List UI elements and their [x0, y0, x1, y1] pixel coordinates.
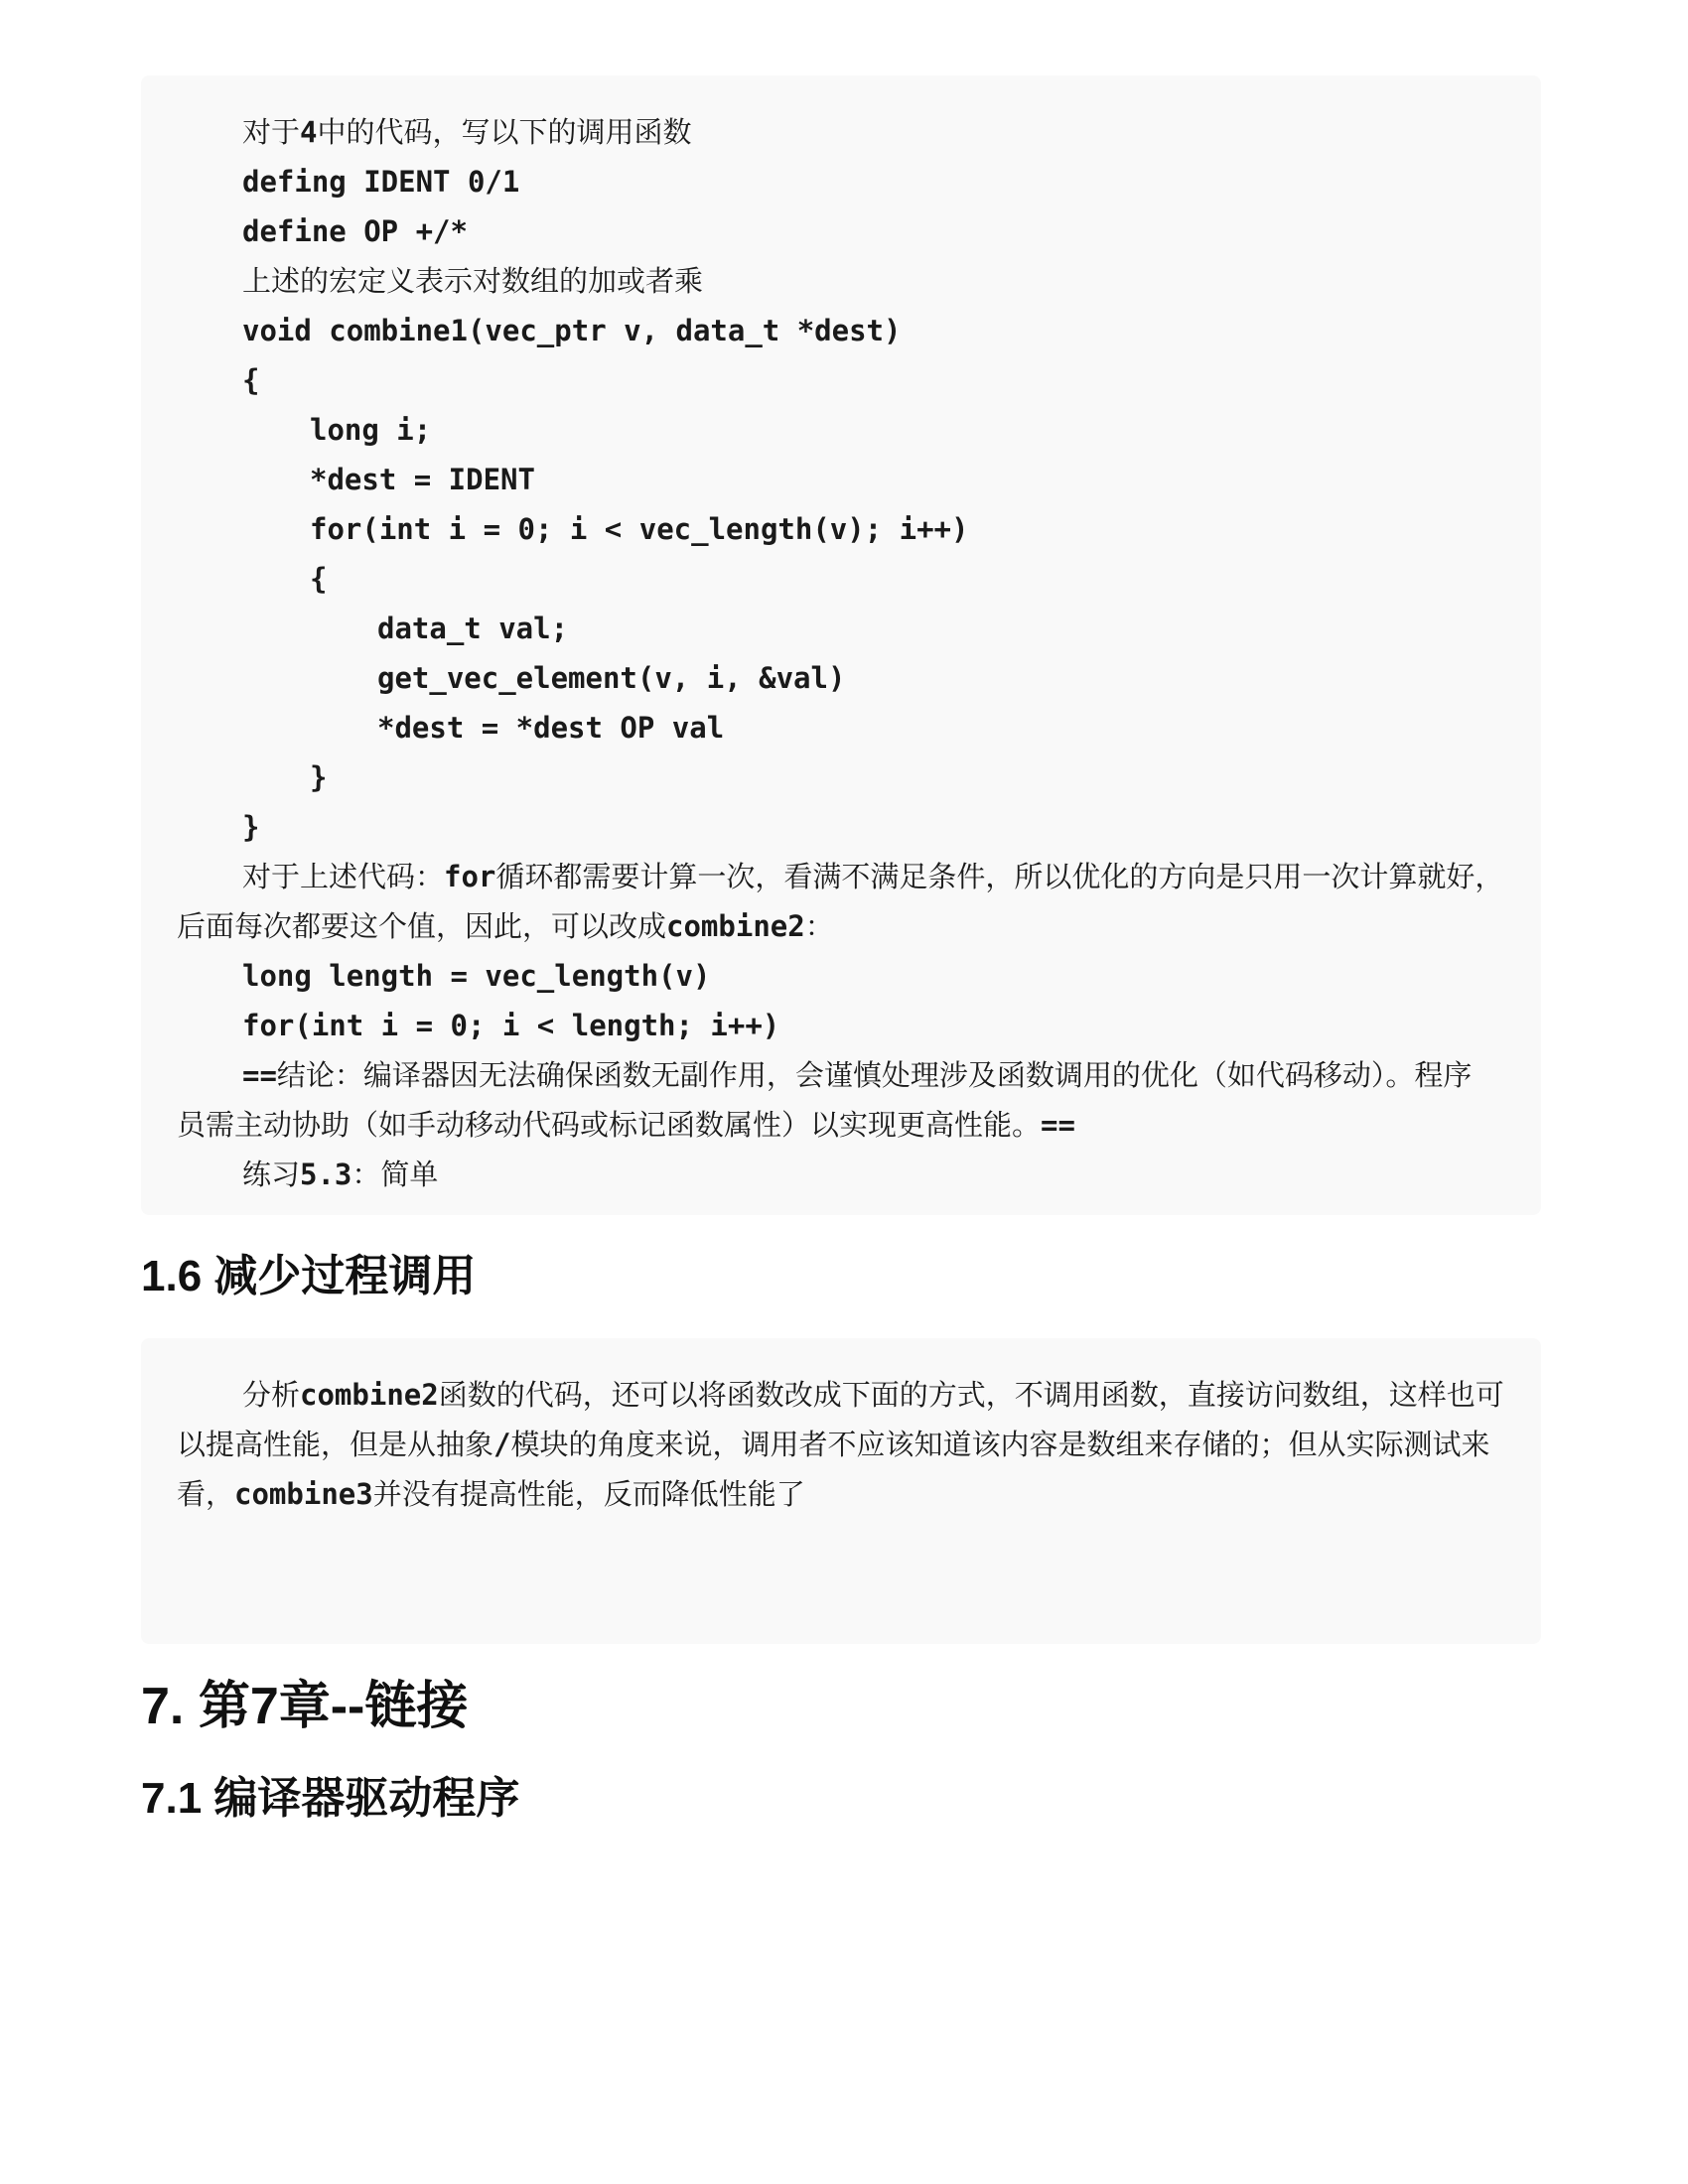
text-bold: /: [493, 1428, 511, 1461]
note-block-combine1: [141, 75, 1541, 1215]
text-bold: for: [444, 860, 496, 893]
section-heading: 7.1 编译器驱动程序: [141, 1774, 520, 1823]
text-bold: combine2: [666, 909, 805, 943]
text-bold: combine2: [300, 1378, 439, 1412]
text: 以提高性能，但是从抽象: [177, 1428, 494, 1461]
chapter-heading: 7. 第7章--链接: [141, 1678, 469, 1735]
code-line: define OP +/*: [242, 214, 468, 248]
text-bold: 4: [300, 115, 318, 149]
code-line: }: [310, 760, 328, 794]
code-line: for(int i = 0; i < vec_length(v); i++): [310, 512, 969, 546]
paragraph-line: [177, 1469, 1501, 1519]
code-line: *dest = *dest OP val: [377, 711, 725, 745]
conclusion-line: [242, 1050, 1501, 1100]
code-line: get_vec_element(v, i, &val): [377, 661, 846, 695]
text: 对于: [242, 115, 301, 149]
text-line: 上述的宏定义表示对数组的加或者乘: [242, 264, 704, 298]
paragraph-line: [177, 901, 1501, 951]
text: ：简单: [352, 1158, 439, 1191]
section-heading: 1.6 减少过程调用: [141, 1252, 477, 1300]
intro-line: [242, 107, 1501, 157]
code-line: long i;: [310, 413, 432, 447]
text: 模块的角度来说，调用者不应该知道该内容是数组来存储的；但从实际测试来: [510, 1428, 1490, 1461]
text: 练习: [242, 1158, 301, 1191]
text-bold: ==: [1041, 1108, 1075, 1142]
paragraph-line: [177, 1420, 1501, 1469]
paragraph-line: [242, 1370, 1504, 1420]
text-bold: 5.3: [300, 1158, 352, 1191]
code-line: {: [242, 363, 260, 397]
text: 分析: [242, 1378, 301, 1412]
code-line: data_t val;: [377, 612, 569, 645]
text: 对于上述代码：: [242, 860, 445, 893]
text: 看，: [177, 1477, 235, 1511]
text-bold: combine3: [234, 1477, 373, 1511]
text: 员需主动协助（如手动移动代码或标记函数属性）以实现更高性能。: [177, 1108, 1042, 1142]
paragraph-line: [242, 852, 1504, 901]
text-bold: ==: [242, 1058, 277, 1092]
code-line: *dest = IDENT: [310, 463, 535, 496]
note-block-combine3: [141, 1338, 1541, 1644]
code-line: {: [310, 562, 328, 596]
text: 结论：编译器因无法确保函数无副作用，会谨慎处理涉及函数调用的优化（如代码移动）。程序: [276, 1058, 1473, 1092]
code-line: long length = vec_length(v): [242, 959, 711, 993]
text: 中的代码，写以下的调用函数: [317, 115, 692, 149]
text: 并没有提高性能，反而降低性能了: [372, 1477, 805, 1511]
conclusion-line: [177, 1100, 1501, 1150]
code-line: defing IDENT 0/1: [242, 165, 520, 199]
exercise-line: [242, 1150, 1501, 1199]
code-line: void combine1(vec_ptr v, data_t *dest): [242, 314, 902, 347]
code-line: }: [242, 810, 260, 844]
code-line: for(int i = 0; i < length; i++): [242, 1009, 780, 1042]
text: 后面每次都要这个值，因此，可以改成: [177, 909, 667, 943]
text: 循环都需要计算一次，看满不满足条件，所以优化的方向是只用一次计算就好，: [495, 860, 1504, 893]
text: 函数的代码，还可以将函数改成下面的方式，不调用函数，直接访问数组，这样也可: [438, 1378, 1504, 1412]
text: ：: [804, 909, 834, 943]
